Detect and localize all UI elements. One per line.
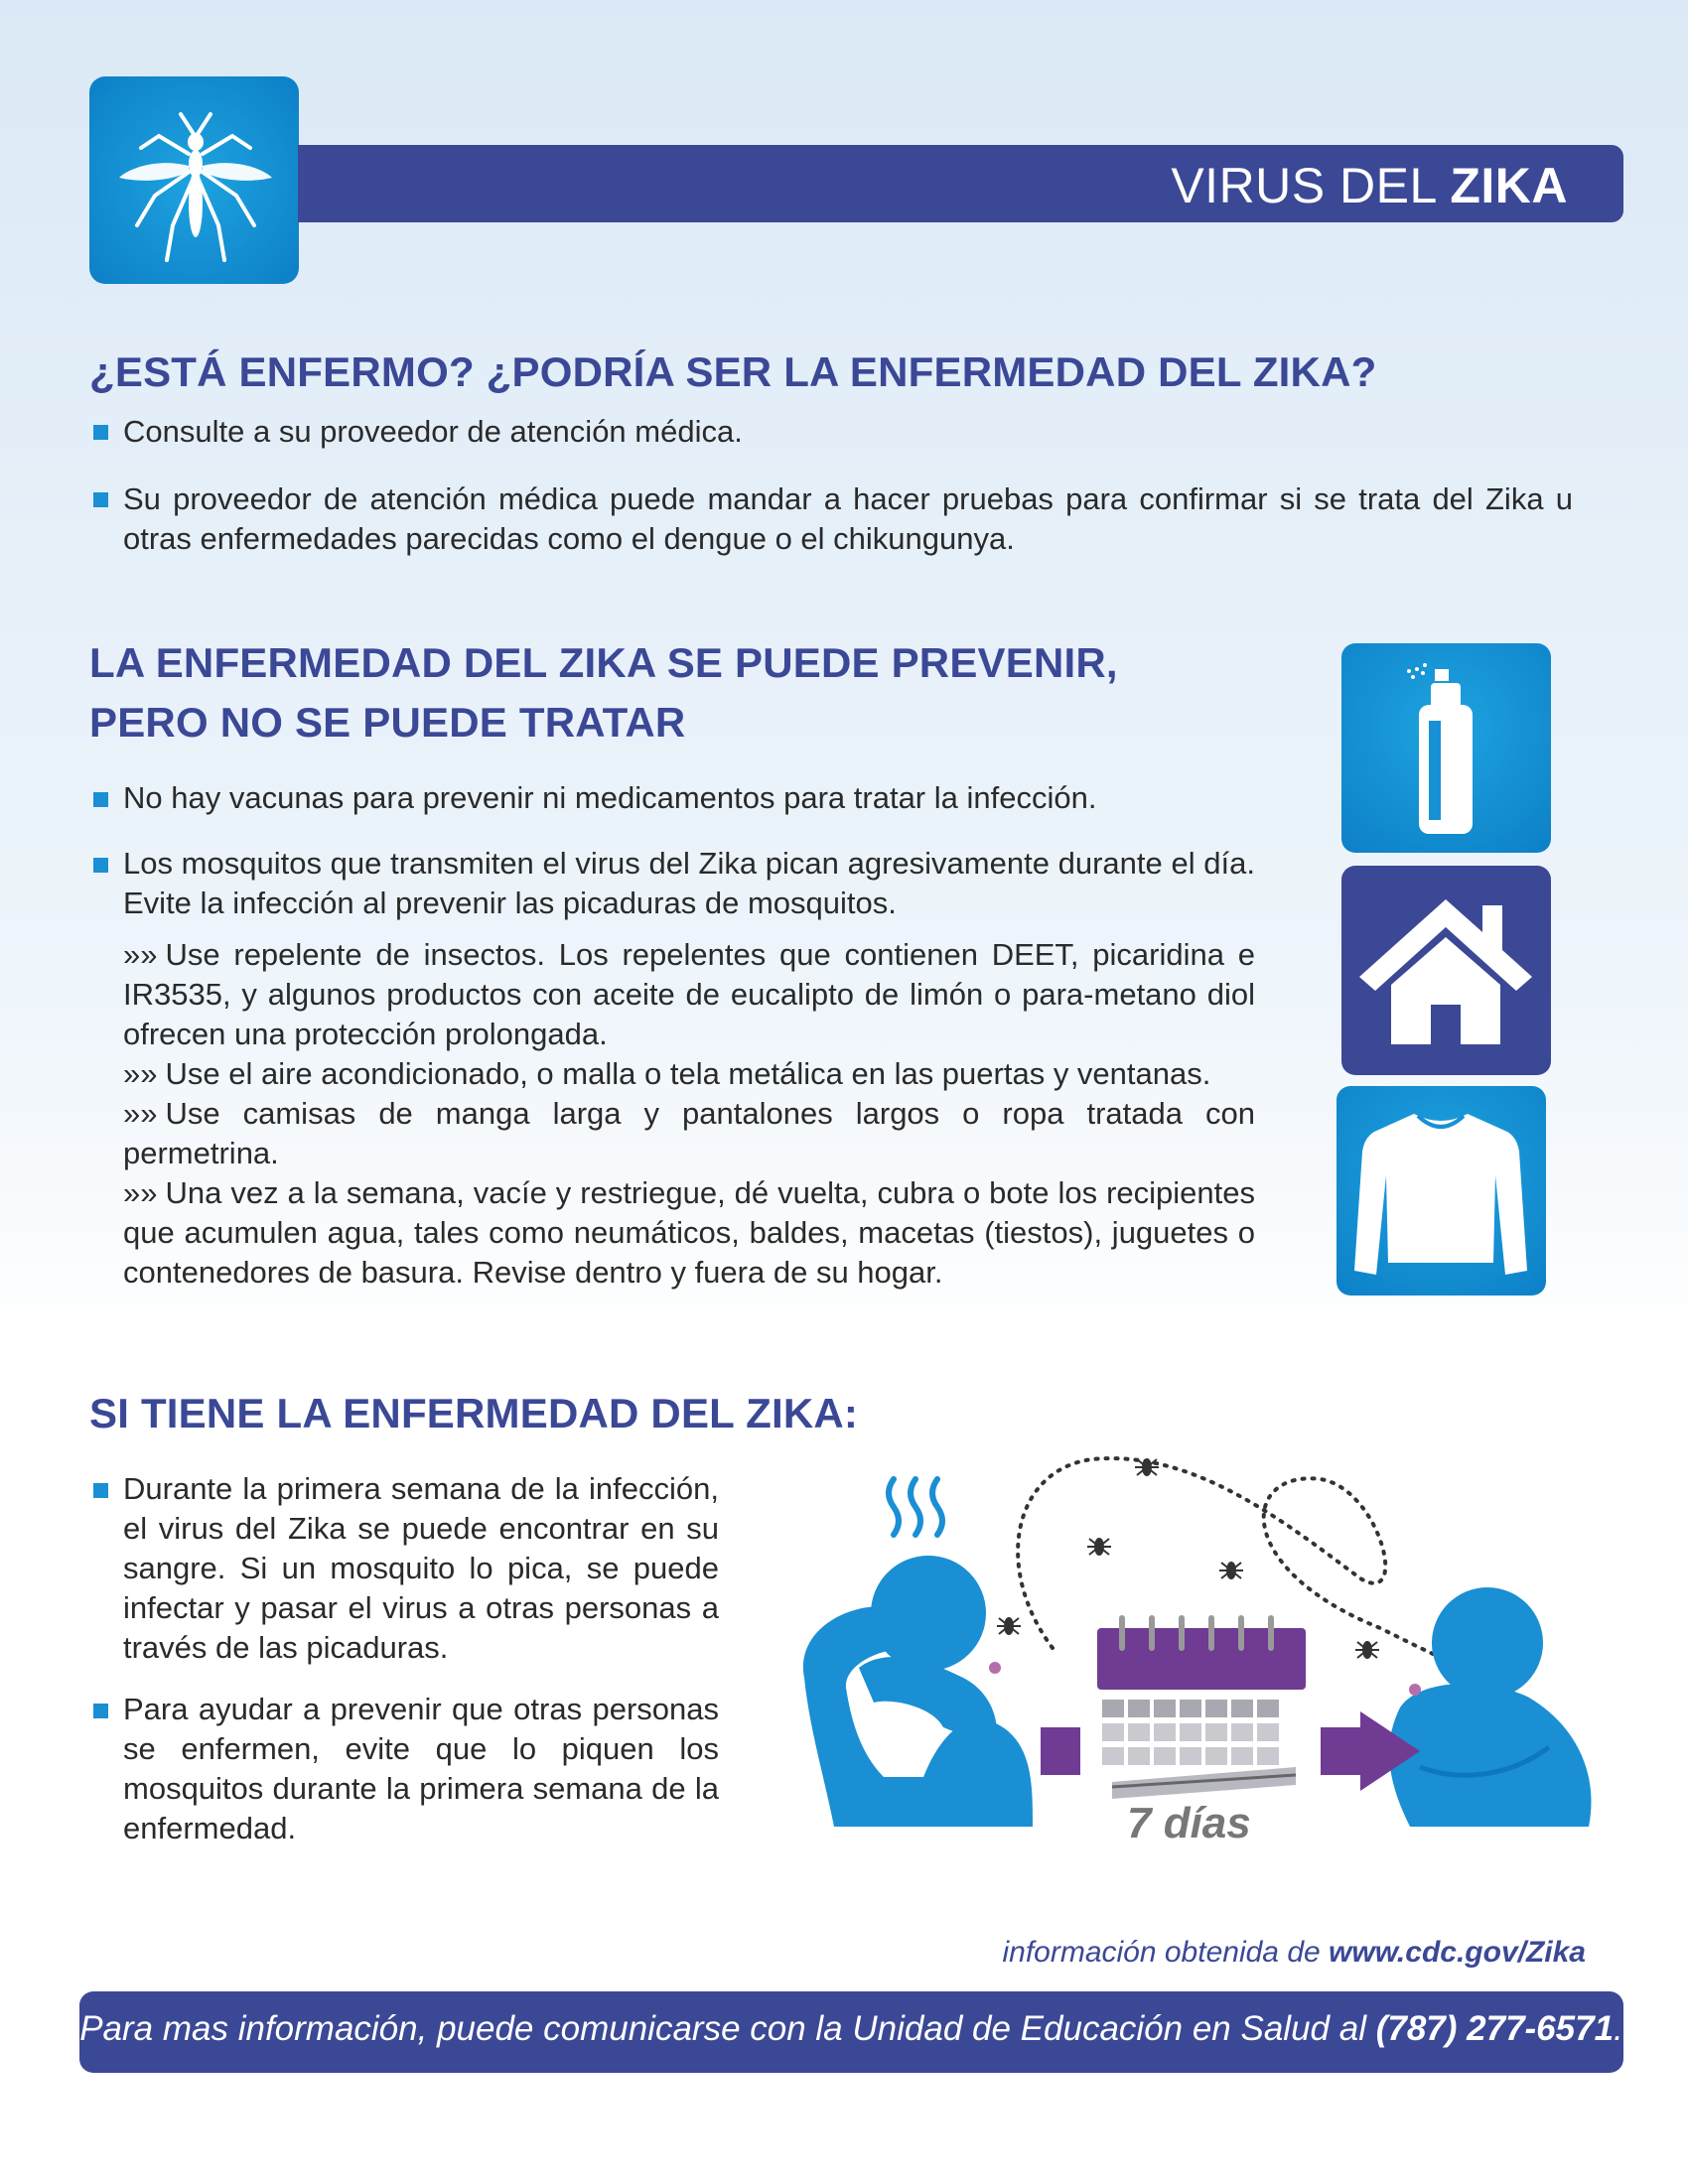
- sub-item-2: [123, 1054, 1255, 1094]
- section2-heading-line1: LA ENFERMEDAD DEL ZIKA SE PUEDE PREVENIR,: [89, 639, 1118, 686]
- house-icon: [1341, 866, 1551, 1075]
- bullet-marker: [93, 425, 108, 440]
- footer-end: .: [1614, 2009, 1623, 2048]
- sub-marker: »»: [123, 1096, 158, 1131]
- bullet-marker: [93, 1483, 108, 1498]
- section1-bullet-1: Consulte a su proveedor de atención médica.: [123, 414, 743, 449]
- footer-phone[interactable]: (787) 277-6571: [1375, 2009, 1615, 2048]
- source-credit: [1002, 1936, 1586, 1970]
- sub-item-text: Una vez a la semana, vacíe y restriegue, dé vuelta, cubra o bote los recipientes que acumulen agua, tales como neumáticos, baldes, macetas (tiestos), juguetes o contenedores de basura. Revise dentro y fuera de su hogar.: [123, 1175, 1255, 1290]
- section2-bullet-1: No hay vacunas para prevenir ni medicamentos para tratar la infección.: [123, 780, 1097, 815]
- sub-marker: »»: [123, 1175, 158, 1210]
- sub-marker: »»: [123, 1056, 158, 1091]
- bullet-marker: [93, 858, 108, 873]
- spray-can-icon: [1341, 643, 1551, 853]
- sub-item-text: Use repelente de insectos. Los repelentes que contienen DEET, picaridina e IR3535, y algunos productos con aceite de eucalipto de limón o para-metano diol ofrecen una protección prolongada.: [123, 937, 1255, 1051]
- title-prefix: VIRUS DEL: [1171, 158, 1451, 213]
- section3-bullet-2: Para ayudar a prevenir que otras personas se enfermen, evite que lo piquen los mosquitos durante la primera semana de la enfermedad.: [123, 1692, 719, 1845]
- mosquito-icon: [89, 76, 299, 284]
- section2-heading-line2: PERO NO SE PUEDE TRATAR: [89, 699, 686, 746]
- section2-bullet-2: Los mosquitos que transmiten el virus del Zika pican agresivamente durante el día. Evite la infección al prevenir las picaduras de mosquitos.: [123, 846, 1255, 920]
- title-bold: ZIKA: [1450, 158, 1568, 213]
- sub-marker: »»: [123, 937, 158, 972]
- section3-heading: SI TIENE LA ENFERMEDAD DEL ZIKA:: [89, 1390, 859, 1436]
- footer-message: Para mas información, puede comunicarse con la Unidad de Educación en Salud al: [79, 2009, 1376, 2048]
- footer-bar: [79, 1991, 1623, 2073]
- footer-text: [79, 2009, 1623, 2049]
- sub-item-text: Use camisas de manga larga y pantalones largos o ropa tratada con permetrina.: [123, 1096, 1255, 1170]
- long-sleeve-shirt-icon: [1336, 1086, 1546, 1296]
- mosquito-logo: [89, 76, 299, 284]
- section3-bullet-1: Durante la primera semana de la infección, el virus del Zika se puede encontrar en su sangre. Si un mosquito lo pica, se puede infectar y pasar el virus a otras personas a través de las picaduras.: [123, 1471, 719, 1665]
- bullet-marker: [93, 492, 108, 507]
- home-icon-box: [1341, 866, 1551, 1075]
- section1-heading: ¿ESTÁ ENFERMO? ¿PODRÍA SER LA ENFERMEDAD DEL ZIKA?: [89, 348, 1377, 395]
- zika-transmission-illustration: [765, 1430, 1618, 1886]
- repellent-icon-box: [1341, 643, 1551, 853]
- source-link[interactable]: www.cdc.gov/Zika: [1329, 1936, 1586, 1969]
- title-banner: [298, 145, 1623, 222]
- seven-days-label: 7 días: [1127, 1799, 1251, 1847]
- page-title: [1171, 157, 1568, 214]
- sub-item-3: [123, 1094, 1255, 1173]
- bullet-marker: [93, 1704, 108, 1718]
- bullet-marker: [93, 792, 108, 807]
- section1-bullet-2: Su proveedor de atención médica puede mandar a hacer pruebas para confirmar si se trata del Zika u otras enfermedades parecidas como el dengue o el chikungunya.: [123, 481, 1573, 556]
- source-prefix: información obtenida de: [1002, 1936, 1330, 1969]
- sub-item-text: Use el aire acondicionado, o malla o tela metálica en las puertas y ventanas.: [165, 1056, 1211, 1091]
- sub-item-4: [123, 1173, 1255, 1293]
- clothing-icon-box: [1336, 1086, 1546, 1296]
- sub-item-1: [123, 935, 1255, 1054]
